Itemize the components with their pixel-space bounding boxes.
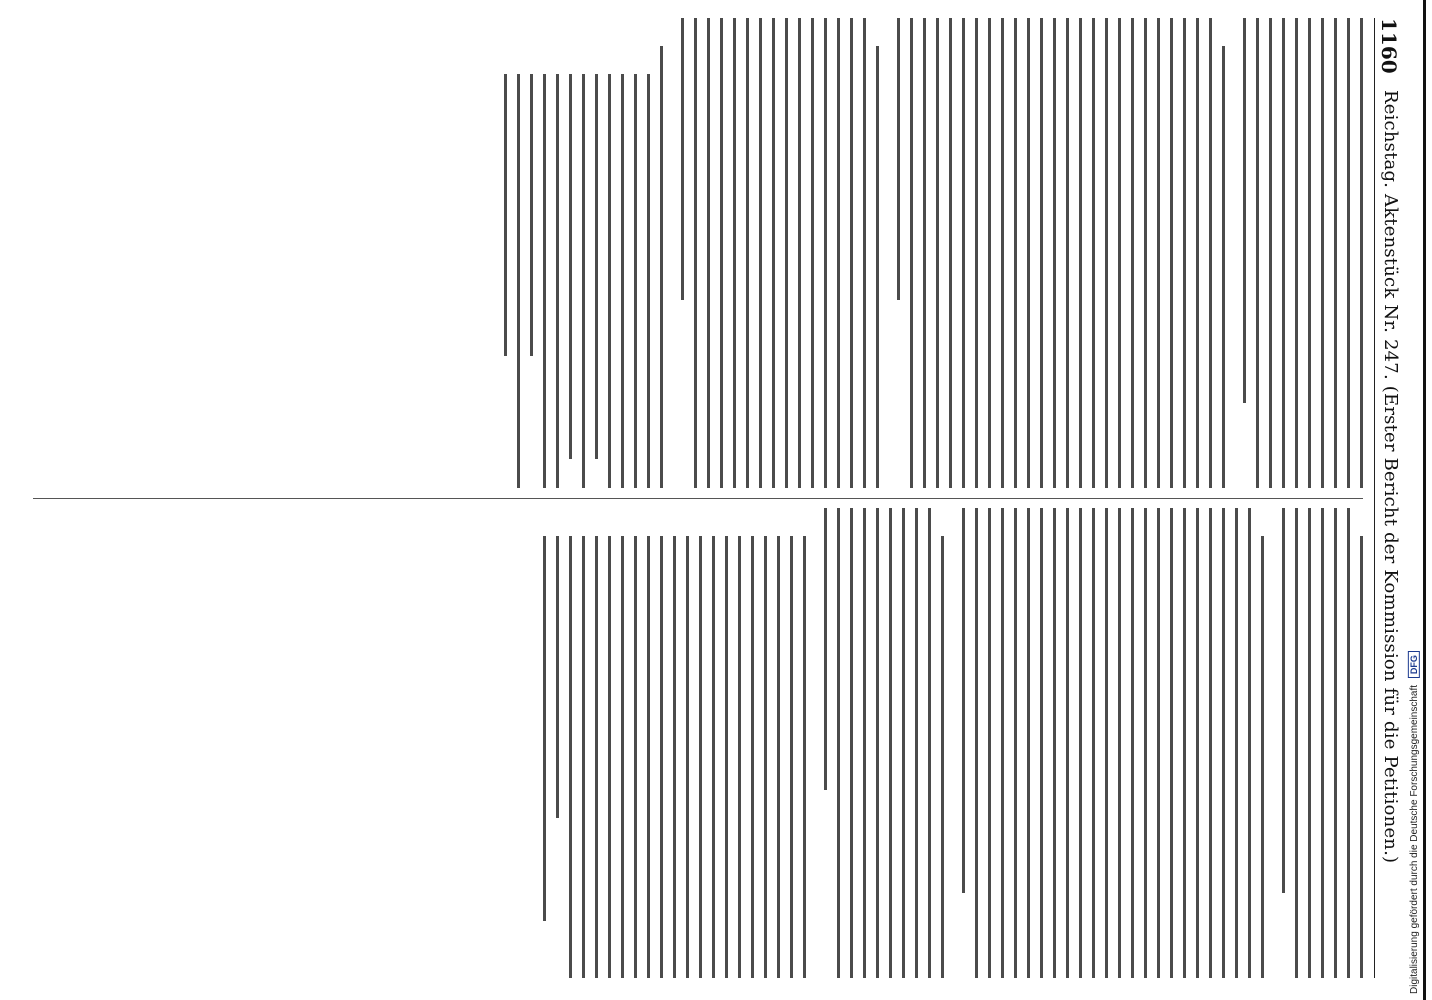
quoted-resolution <box>543 508 806 978</box>
dfg-logo: DFG <box>1408 651 1420 678</box>
paragraph <box>824 508 944 978</box>
left-column <box>33 18 1363 488</box>
numbered-list <box>504 18 663 488</box>
column-rule <box>33 498 1363 499</box>
page-header <box>1374 18 1403 978</box>
credit-text: Digitalisierung gefördert durch die Deutsche Forschungsgemeinschaft <box>1409 684 1420 994</box>
right-column <box>33 508 1363 978</box>
paragraph <box>1243 18 1363 488</box>
paragraph <box>897 18 1225 488</box>
page-number: 1160 <box>1377 18 1401 74</box>
page-content <box>8 8 1403 988</box>
scan-edge <box>1423 0 1426 1000</box>
running-head: Reichstag. Aktenstück Nr. 247. (Erster Bericht der Kommission für die Petitionen.) <box>1380 90 1401 864</box>
paragraph <box>962 508 1264 978</box>
paragraph <box>681 18 879 488</box>
paragraph <box>1282 508 1363 978</box>
digitization-credit <box>1408 651 1420 994</box>
